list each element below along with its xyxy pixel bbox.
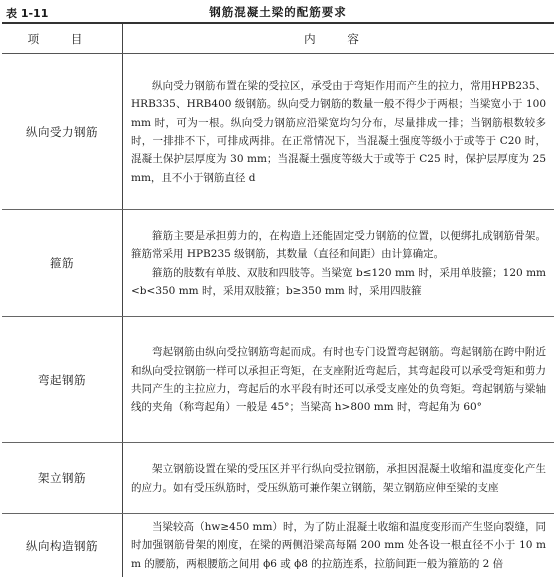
row-content [123, 514, 555, 577]
row-content [123, 210, 555, 317]
row-item-label: 纵向构造钢筋 [2, 514, 123, 577]
row-item-label: 弯起钢筋 [2, 317, 123, 443]
content-paragraph: 弯起钢筋由纵向受拉钢筋弯起而成。有时也专门设置弯起钢筋。弯起钢筋在跨中附近和纵向受拉钢筋一样可以承担正弯矩，在支座附近弯起后，其弯起段可以承受弯矩和剪力共同产生的主拉应力，弯起后的水平段有时还可以承受支座处的负弯矩。弯起钢筋与梁轴线的夹角（称弯起角）一般是 45°；当梁高 h>800 mm 时，弯起角为 60° [131, 343, 546, 417]
row-item-label: 箍筋 [2, 210, 123, 317]
row-content [123, 317, 555, 443]
content-paragraph: 箍筋的肢数有单肢、双肢和四肢等。当梁宽 b≤120 mm 时，采用单肢箍；120 mm<b<350 mm 时，采用双肢箍；b≥350 mm 时，采用四肢箍 [131, 264, 546, 301]
table-caption [0, 0, 556, 22]
table-row [2, 514, 554, 577]
rebar-requirements-table [2, 22, 554, 577]
content-paragraph: 箍筋主要是承担剪力的，在构造上还能固定受力钢筋的位置，以便绑扎成钢筋骨架。箍筋常采用 HPB235 级钢筋，其数量（直径和间距）由计算确定。 [131, 227, 546, 264]
table-row [2, 54, 554, 210]
table-row [2, 443, 554, 514]
row-content [123, 54, 555, 210]
row-content [123, 443, 555, 514]
row-item-label: 纵向受力钢筋 [2, 54, 123, 210]
table-header-row [2, 23, 554, 54]
content-paragraph: 当梁较高（hw≥450 mm）时，为了防止混凝土收缩和温度变形而产生竖向裂缝，同时加强钢筋骨架的刚度，在梁的两侧沿梁高每隔 200 mm 处各设一根直径不小于 10 mm 的腰筋，两根腰筋之间用 ϕ6 或 ϕ8 的拉筋连系，拉筋间距一般为箍筋的 2 倍 [131, 518, 546, 573]
content-paragraph: 架立钢筋设置在梁的受压区并平行纵向受拉钢筋，承担因混凝土收缩和温度变化产生的应力。如有受压纵筋时，受压纵筋可兼作架立钢筋，架立钢筋应伸至梁的支座 [131, 460, 546, 497]
table-number: 表 1-11 [6, 5, 48, 21]
table-row [2, 317, 554, 443]
row-item-label: 架立钢筋 [2, 443, 123, 514]
header-item: 项 目 [2, 23, 123, 54]
table-row [2, 210, 554, 317]
header-content: 内 容 [123, 23, 555, 54]
table-title: 钢筋混凝土梁的配筋要求 [0, 4, 556, 20]
content-paragraph: 纵向受力钢筋布置在梁的受拉区，承受由于弯矩作用而产生的拉力，常用HPB235、HRB335、HRB400 级钢筋。纵向受力钢筋的数量一般不得少于两根；当梁宽小于 100 mm 时，可为一根。纵向受力钢筋应沿梁宽均匀分布，尽量排成一排；当钢筋根数较多时，一排排不下，可排成两排。在正常情况下，当混凝土强度等级小于或等于 C20 时，混凝土保护层厚度为 30 mm；当混凝土强度等级大于或等于 C25 时，保护层厚度为 25 mm，且不小于钢筋直径 d [131, 77, 546, 187]
